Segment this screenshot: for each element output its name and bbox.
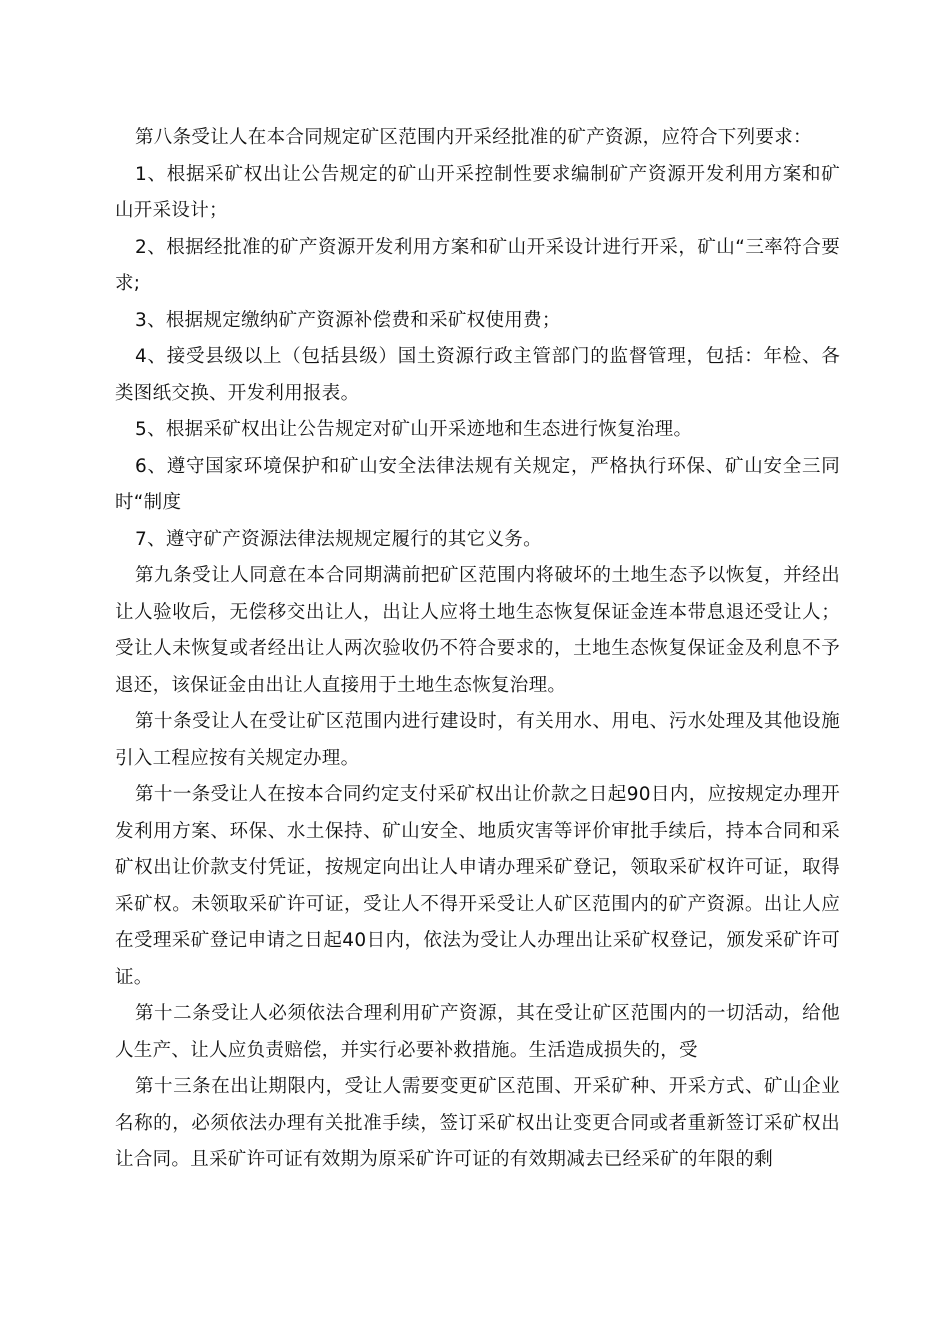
paragraph-item-2: 2、根据经批准的矿产资源开发利用方案和矿山开采设计进行开采，矿山“三率符合要求; [115, 236, 840, 294]
paragraph-item-1: 1、根据采矿权出让公告规定的矿山开采控制性要求编制矿产资源开发利用方案和矿山开采设计； [115, 163, 840, 221]
paragraph-item-5: 5、根据采矿权出让公告规定对矿山开采迹地和生态进行恢复治理。 [135, 419, 693, 440]
paragraph-article-12: 第十二条受让人必须依法合理利用矿产资源，其在受让矿区范围内的一切活动，给他人生产、让人应负责赔偿，并实行必要补救措施。生活造成损失的，受 [115, 1003, 840, 1061]
paragraph-item-3: 3、根据规定缴纳矿产资源补偿费和采矿权使用费； [135, 309, 561, 331]
paragraph-article-11: 第十一条受让人在按本合同约定支付采矿权出让价款之日起90日内，应按规定办理开发利用方案、环保、水土保持、矿山安全、地质灾害等评价审批手续后，持本合同和采矿权出让价款支付凭证，按规定向出让人申请办理采矿登记，领取采矿权许可证，取得采矿权。未领取采矿许可证，受让人不得开采受让人矿区范围内的矿产资源。出让人应在受理采矿登记申请之日起40日内，依法为受让人办理出让采矿权登记，颁发采矿许可证。 [115, 784, 840, 988]
document-body [115, 120, 840, 1179]
paragraph-article-8: 第八条受让人在本合同规定矿区范围内开采经批准的矿产资源，应符合下列要求： [135, 127, 812, 148]
paragraph-article-9: 第九条受让人同意在本合同期满前把矿区范围内将破坏的土地生态予以恢复，并经出让人验收后，无偿移交出让人，出让人应将土地生态恢复保证金连本带息退还受让人；受让人未恢复或者经出让人两次验收仍不符合要求的，土地生态恢复保证金及利息不予退还，该保证金由出让人直接用于土地生态恢复治理。 [115, 565, 840, 696]
paragraph-item-4: 4、接受县级以上（包括县级）国土资源行政主管部门的监督管理，包括：年检、各类图纸交换、开发利用报表。 [115, 346, 840, 404]
paragraph-item-7: 7、遵守矿产资源法律法规规定履行的其它义务。 [135, 528, 542, 550]
paragraph-item-6: 6、遵守国家环境保护和矿山安全法律法规有关规定，严格执行环保、矿山安全三同时“制度 [115, 455, 840, 513]
paragraph-article-13: 第十三条在出让期限内，受让人需要变更矿区范围、开采矿种、开采方式、矿山企业名称的，必须依法办理有关批准手续，签订采矿权出让变更合同或者重新签订采矿权出让合同。且采矿许可证有效期为原采矿许可证的有效期减去已经采矿的年限的剩 [115, 1076, 840, 1170]
paragraph-article-10: 第十条受让人在受让矿区范围内进行建设时，有关用水、用电、污水处理及其他设施引入工程应按有关规定办理。 [115, 711, 840, 769]
